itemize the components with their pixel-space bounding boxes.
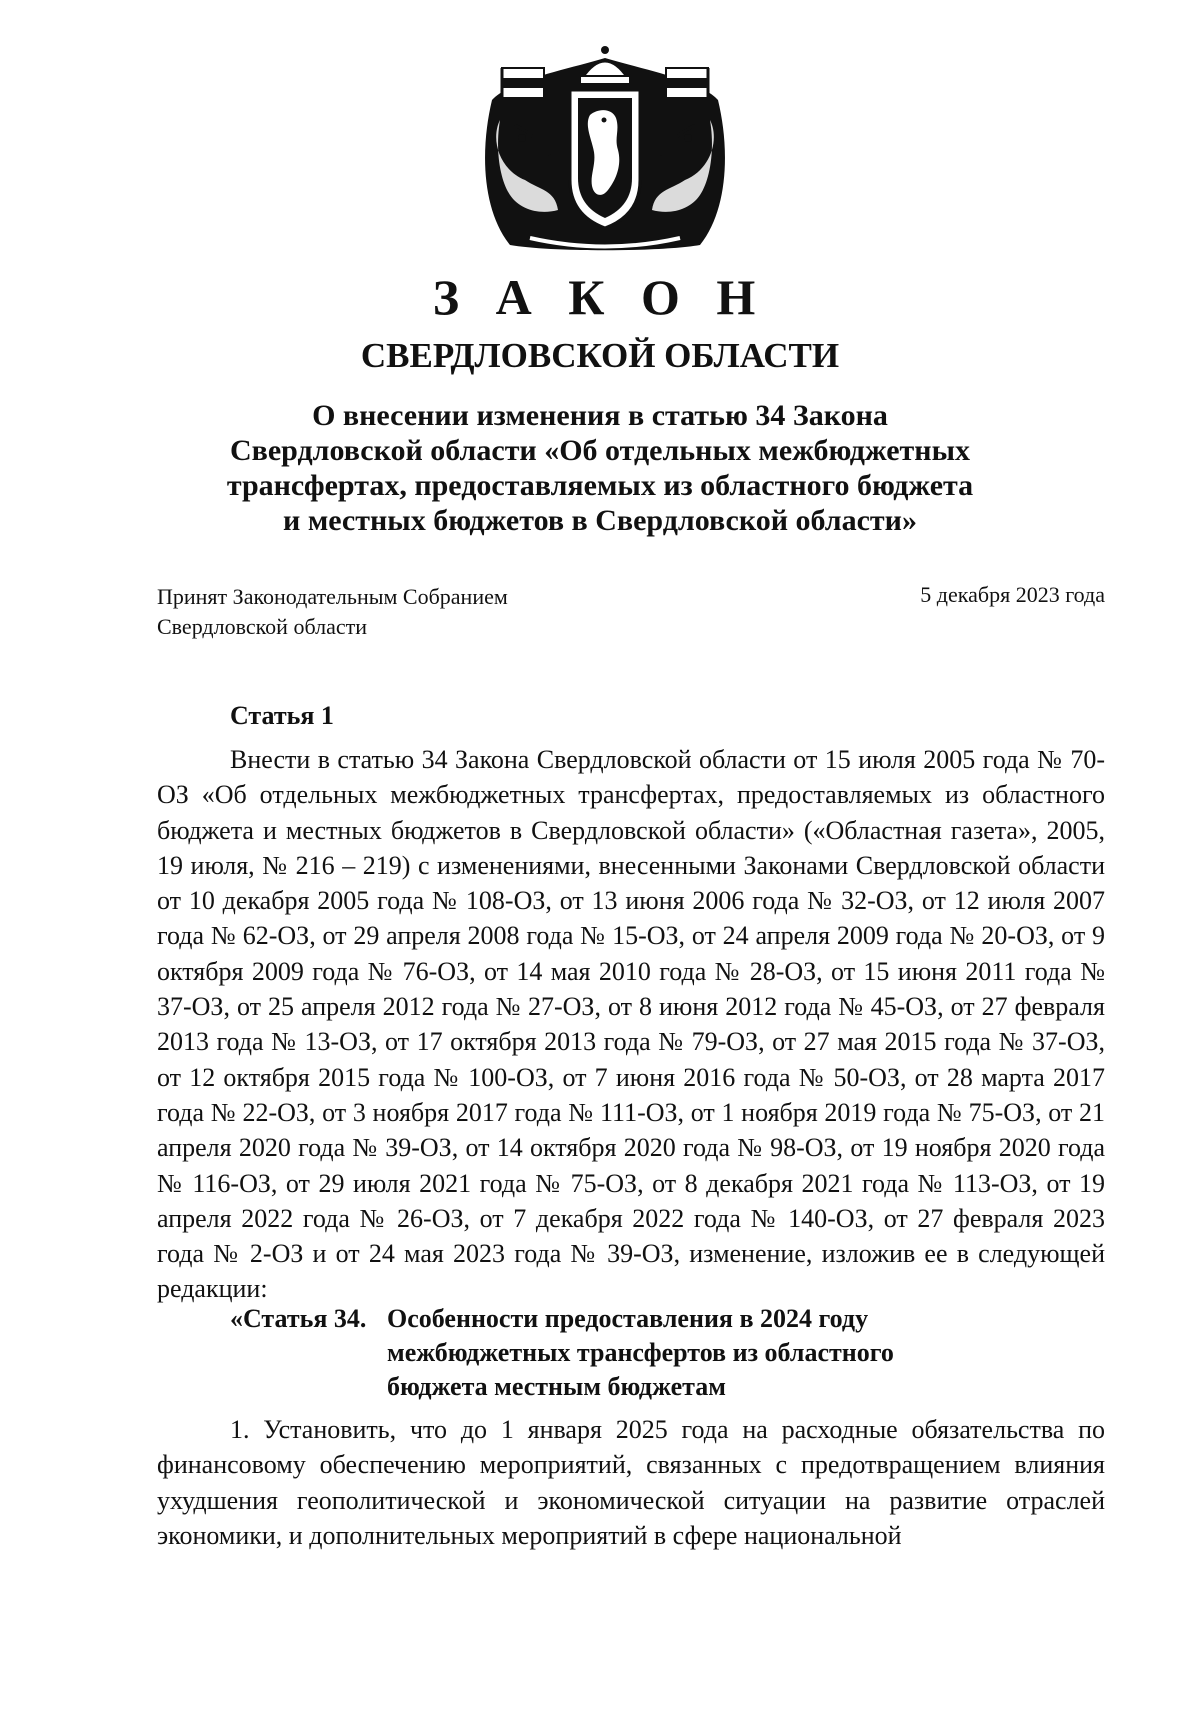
- adopted-by-line: Принят Законодательным Собранием: [157, 584, 508, 609]
- coat-of-arms-emblem: [470, 40, 740, 260]
- adopted-by: [157, 582, 508, 642]
- article-34-heading: [230, 1302, 894, 1404]
- article-34-title-line: бюджета местным бюджетам: [387, 1372, 726, 1401]
- law-subject-line: трансфертах, предоставляемых из областного бюджета: [226, 469, 974, 502]
- article-34-item-1: 1. Установить, что до 1 января 2025 года на расходные обязательства по финансовому обеспечению мероприятий, связанных с предотвращением влияния ухудшения геополитической и экономической ситуации на развитие отраслей экономики, и дополнительных мероприятий в сфере национальной: [157, 1415, 1105, 1550]
- law-subject-line: О внесении изменения в статью 34 Закона: [312, 399, 888, 432]
- article-34-title: [387, 1302, 894, 1404]
- adopted-by-line: Свердловской области: [157, 614, 367, 639]
- law-subject-line: Свердловской области «Об отдельных межбюджетных: [230, 434, 970, 467]
- article-34-title-line: Особенности предоставления в 2024 году: [387, 1304, 869, 1333]
- region-title: СВЕРДЛОВСКОЙ ОБЛАСТИ: [360, 336, 840, 375]
- law-subject-line: и местных бюджетов в Свердловской области»: [283, 504, 917, 537]
- adoption-date: 5 декабря 2023 года: [920, 582, 1105, 607]
- article-34-title-line: межбюджетных трансфертов из областного: [387, 1338, 894, 1367]
- law-title: З А К О Н: [432, 269, 768, 325]
- shield-icon: [570, 90, 640, 228]
- article-34-label: «Статья 34.: [230, 1304, 367, 1333]
- article-1-heading: Статья 1: [230, 701, 334, 730]
- law-subject: [150, 398, 1050, 538]
- article-1-text: Внести в статью 34 Закона Свердловской области от 15 июля 2005 года № 70-ОЗ «Об отдельных межбюджетных трансфертах, предоставляемых из областного бюджета и местных бюджетов в Свердловской области» («Областная газета», 2005, 19 июля, № 216 – 219) с изменениями, внесенными Законами Свердловской области от 10 декабря 2005 года № 108-ОЗ, от 13 июня 2006 года № 32-ОЗ, от 12 июля 2007 года № 62-ОЗ, от 29 апреля 2008 года № 15-ОЗ, от 24 апреля 2009 года № 20-ОЗ, от 9 октября 2009 года № 76-ОЗ, от 14 мая 2010 года № 28-ОЗ, от 15 июня 2011 года № 37-ОЗ, от 25 апреля 2012 года № 27-ОЗ, от 8 июня 2012 года № 45-ОЗ, от 27 февраля 2013 года № 13-ОЗ, от 17 октября 2013 года № 79-ОЗ, от 27 мая 2015 года № 37-ОЗ, от 12 октября 2015 года № 100-ОЗ, от 7 июня 2016 года № 50-ОЗ, от 28 марта 2017 года № 22-ОЗ, от 3 ноября 2017 года № 111-ОЗ, от 1 ноября 2019 года № 75-ОЗ, от 21 апреля 2020 года № 39-ОЗ, от 14 октября 2020 года № 98-ОЗ, от 19 ноября 2020 года № 116-ОЗ, от 29 июля 2021 года № 75-ОЗ, от 8 декабря 2021 года № 113-ОЗ, от 19 апреля 2022 года № 26-ОЗ, от 7 декабря 2022 года № 140-ОЗ, от 27 февраля 2023 года № 2-ОЗ и от 24 мая 2023 года № 39-ОЗ, изменение, изложив ее в следующей редакции:: [157, 745, 1105, 1304]
